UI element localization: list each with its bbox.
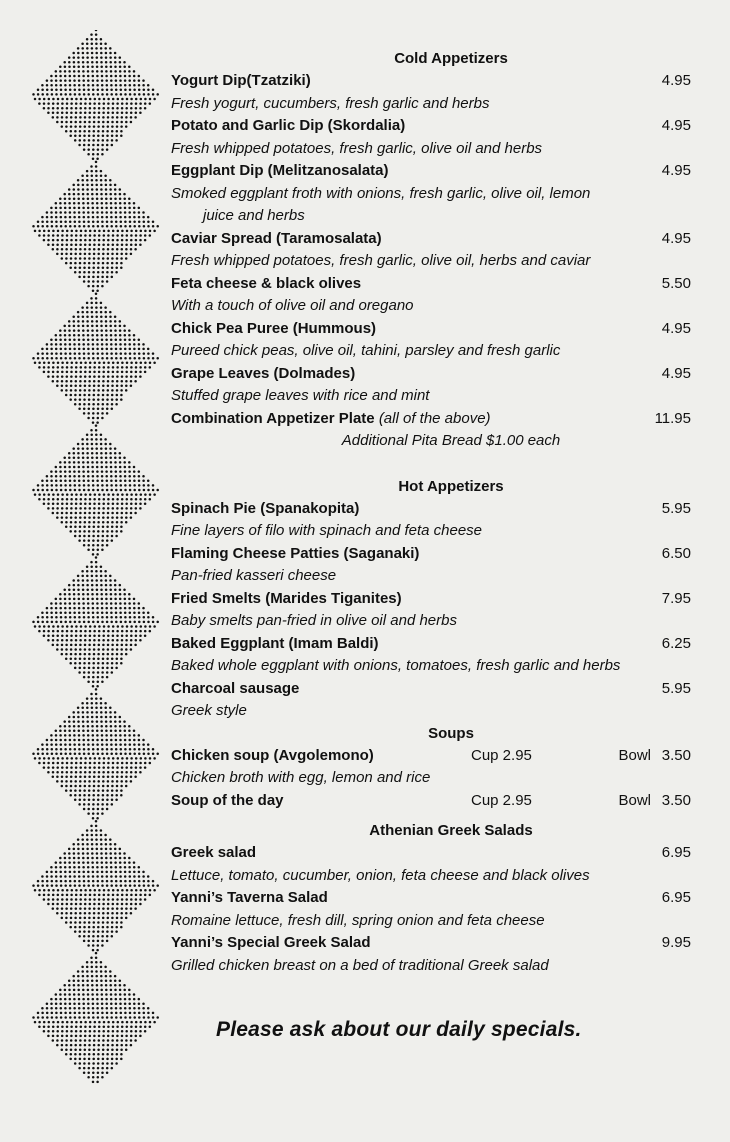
- section-title-hot: Hot Appetizers: [398, 477, 504, 495]
- soup-cup-price: Cup 2.95: [471, 746, 532, 764]
- menu-item-price: 4.95: [661, 72, 691, 89]
- section-title-soups: Soups: [428, 724, 474, 742]
- menu-item-description: juice and herbs: [203, 207, 305, 224]
- combo-row: [171, 408, 691, 431]
- menu-item-description: Grilled chicken breast on a bed of traditional Greek salad: [171, 956, 549, 974]
- menu-item-row: [171, 228, 691, 251]
- combo-name: Combination Appetizer Plate: [171, 409, 375, 427]
- menu-item-name: Yogurt Dip(Tzatziki): [171, 72, 311, 89]
- soup-list: [171, 745, 691, 813]
- combo-price: 11.95: [654, 409, 691, 427]
- menu-item-description: Fresh yogurt, cucumbers, fresh garlic and herbs: [171, 94, 490, 112]
- menu-item-row: [171, 588, 691, 611]
- menu-item-description: Fresh whipped potatoes, fresh garlic, olive oil and herbs: [171, 139, 543, 157]
- menu-item-description: Baked whole eggplant with onions, tomatoes, fresh garlic and herbs: [171, 657, 621, 674]
- soup-bowl-price: 3.50: [661, 746, 691, 764]
- menu-item-row: [171, 273, 691, 296]
- soup-row: [171, 745, 691, 768]
- salad-list: [171, 842, 691, 977]
- menu-item-name: Fried Smelts (Marides Tiganites): [171, 589, 402, 607]
- menu-item-description: Fine layers of filo with spinach and feta cheese: [171, 522, 483, 539]
- combo-note: (all of the above): [378, 409, 491, 427]
- menu-item-description: Smoked eggplant froth with onions, fresh garlic, olive oil, lemon: [171, 184, 591, 202]
- menu-item-name: Grape Leaves (Dolmades): [171, 364, 356, 382]
- menu-item-row: [171, 363, 691, 386]
- soup-description: Chicken broth with egg, lemon and rice: [171, 769, 431, 786]
- menu-content: [171, 48, 691, 977]
- menu-item-price: 7.95: [661, 589, 691, 607]
- soup-bowl-price: 3.50: [661, 791, 691, 809]
- menu-item-price: 4.95: [661, 229, 691, 247]
- pita-note: Additional Pita Bread $1.00 each: [341, 432, 561, 449]
- menu-item-description: Baby smelts pan-fried in olive oil and herbs: [171, 612, 457, 629]
- menu-item-name: Eggplant Dip (Melitzanosalata): [171, 162, 389, 179]
- menu-item-row: [171, 543, 691, 566]
- menu-item-description: Greek style: [171, 702, 247, 719]
- menu-item-description: Stuffed grape leaves with rice and mint: [171, 387, 430, 404]
- soup-name: Soup of the day: [171, 791, 284, 809]
- menu-item-row: [171, 115, 691, 138]
- section-title-salads: Athenian Greek Salads: [369, 822, 533, 839]
- cold-appetizer-list: [171, 70, 691, 408]
- menu-item-name: Feta cheese & black olives: [171, 274, 362, 292]
- menu-item-description: Fresh whipped potatoes, fresh garlic, olive oil, herbs and caviar: [171, 252, 591, 269]
- soup-cup-price: Cup 2.95: [471, 791, 532, 809]
- section-title-cold: Cold Appetizers: [394, 50, 508, 67]
- menu-item-price: 9.95: [661, 934, 691, 951]
- menu-item-description: Pureed chick peas, olive oil, tahini, parsley and fresh garlic: [171, 342, 561, 359]
- menu-item-price: 6.25: [661, 634, 691, 652]
- menu-item-row: [171, 498, 691, 521]
- menu-item-description: Pan-fried kasseri cheese: [171, 567, 337, 584]
- menu-item-price: 4.95: [661, 319, 691, 337]
- menu-item-row: [171, 887, 691, 910]
- menu-item-price: 4.95: [661, 162, 691, 179]
- menu-item-row: [171, 842, 691, 865]
- menu-item-name: Spinach Pie (Spanakopita): [171, 499, 360, 517]
- menu-item-name: Charcoal sausage: [171, 679, 300, 697]
- menu-item-name: Baked Eggplant (Imam Baldi): [171, 634, 379, 652]
- menu-item-name: Yanni’s Taverna Salad: [171, 889, 328, 906]
- menu-item-price: 6.95: [661, 844, 691, 861]
- menu-item-row: [171, 633, 691, 656]
- menu-item-name: Greek salad: [171, 844, 257, 861]
- menu-item-row: [171, 318, 691, 341]
- menu-item-row: [171, 70, 691, 93]
- daily-specials-note: Please ask about our daily specials.: [216, 1018, 582, 1041]
- menu-item-price: 5.95: [661, 679, 691, 697]
- soup-bowl-label: Bowl: [618, 746, 651, 764]
- soup-bowl-label: Bowl: [618, 791, 651, 809]
- menu-item-row: [171, 678, 691, 701]
- menu-item-description: Romaine lettuce, fresh dill, spring onion and feta cheese: [171, 911, 545, 929]
- menu-item-name: Flaming Cheese Patties (Saganaki): [171, 544, 420, 562]
- menu-item-price: 4.95: [661, 364, 691, 382]
- menu-item-description: Lettuce, tomato, cucumber, onion, feta cheese and black olives: [171, 866, 590, 884]
- menu-item-name: Caviar Spread (Taramosalata): [171, 229, 382, 247]
- menu-item-name: Chick Pea Puree (Hummous): [171, 319, 377, 337]
- hot-appetizer-list: [171, 498, 691, 723]
- menu-item-price: 6.50: [661, 544, 691, 562]
- menu-item-price: 5.50: [661, 274, 691, 292]
- diamond-dot-pattern-icon: [28, 30, 168, 1085]
- menu-item-row: [171, 932, 691, 955]
- menu-item-price: 6.95: [661, 889, 691, 906]
- menu-item-name: Yanni’s Special Greek Salad: [171, 934, 371, 951]
- menu-item-price: 5.95: [661, 499, 691, 517]
- menu-item-row: [171, 160, 691, 183]
- soup-row: [171, 790, 691, 813]
- soup-name: Chicken soup (Avgolemono): [171, 746, 374, 764]
- menu-item-name: Potato and Garlic Dip (Skordalia): [171, 117, 406, 134]
- menu-item-price: 4.95: [661, 117, 691, 134]
- menu-item-description: With a touch of olive oil and oregano: [171, 297, 414, 314]
